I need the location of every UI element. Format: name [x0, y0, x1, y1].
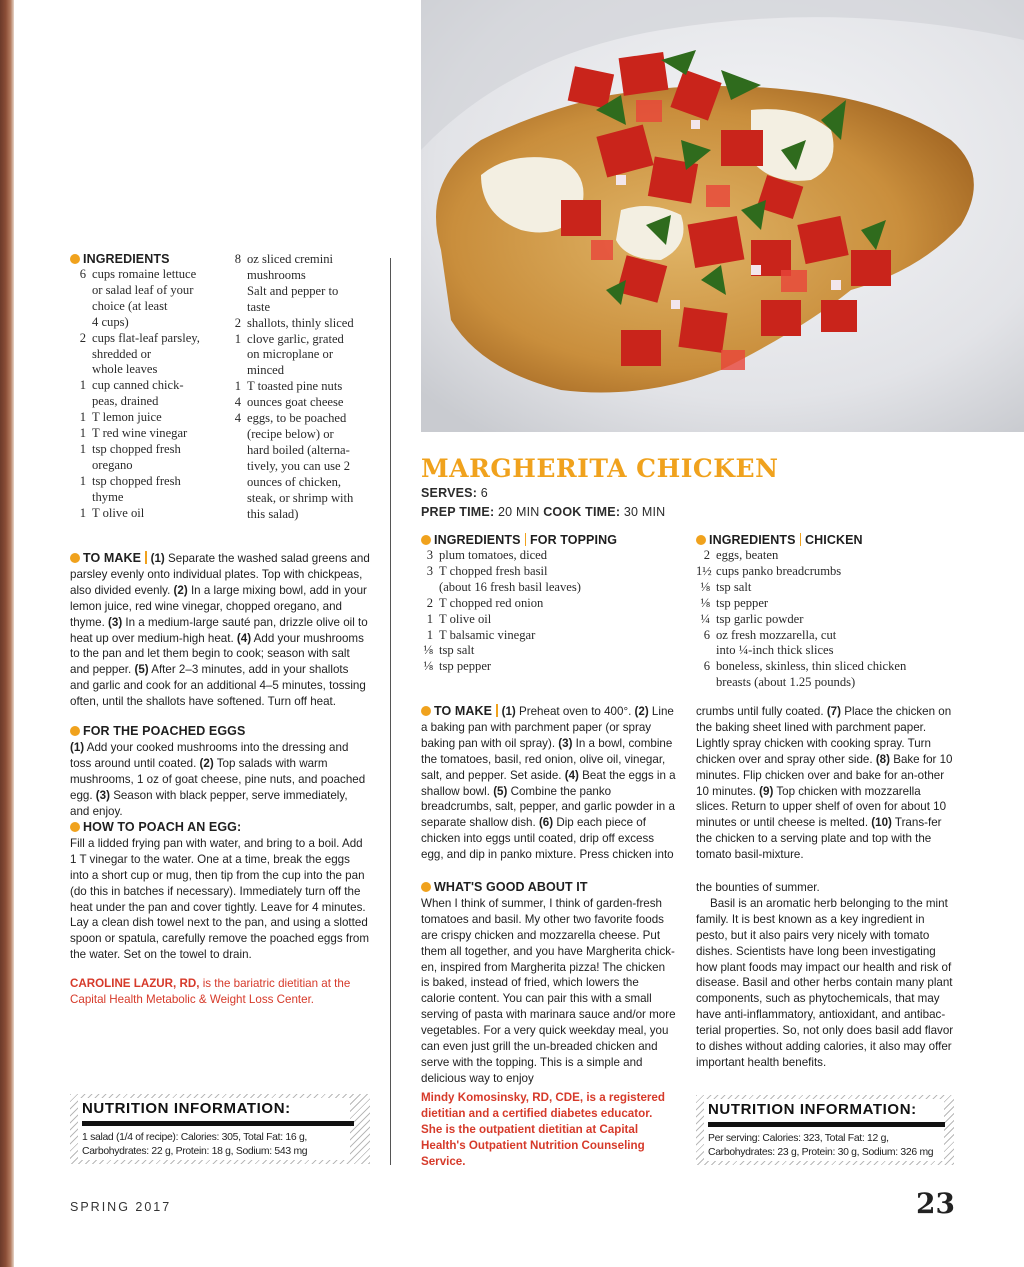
- poached-eggs-text: (1) Add your cooked mushrooms into the dressing and toss around until coated. (2) Top salads with warm mushrooms, 1 oz of goat cheese, pine nuts, and poached egg. (3) Season with black pepper, serve immediately, and enjoy.: [70, 740, 366, 818]
- ingredient-item: [696, 596, 956, 612]
- to-make-heading: TO MAKE: [434, 704, 493, 718]
- bullet-dot-icon: [70, 822, 80, 832]
- ingredient-text: T olive oil: [92, 505, 145, 520]
- ingredient-quantity: 3: [426, 563, 433, 578]
- ingredient-quantity: 4: [234, 411, 241, 426]
- nutrition-rule: [708, 1122, 945, 1127]
- ingredient-text: shallots, thinly sliced: [247, 315, 354, 330]
- ingredient-text: cups romaine lettuce or salad leaf of your choice (at least 4 cups): [92, 267, 197, 329]
- ingredient-quantity: 6: [703, 659, 710, 674]
- page-number: 23: [916, 1187, 955, 1220]
- nutrition-rule: [82, 1121, 354, 1126]
- ingredient-item: [421, 564, 681, 596]
- ingredient-text: cup canned chick- peas, drained: [92, 378, 184, 409]
- ingredient-item: [696, 548, 956, 564]
- to-make-text: (1) Preheat oven to 400°. (2) Line a baking pan with parchment paper (or spray baking pan with oil spray). (3) In a bowl, combine the tomatoes, basil, red onion, olive oil, vinegar, salt, and pepper. Set aside. (4) Beat the eggs in a shallow bowl. (5) Combine the panko breadcrumbs, salt, pepper, and garlic powder in a separate shallow dish. (6) Dip each piece of chicken into eggs until coated, drip off excess egg, and dip in panko mixture. Press chicken into: [421, 705, 676, 862]
- ingredient-quantity: 2: [79, 330, 86, 345]
- chicken-author-bio: Mindy Komosinsky, RD, CDE, is a registered dietitian and a certified diabetes educator. She is the outpatient dietitian at Capital Health's Outpatient Nutrition Counseling Service.: [421, 1091, 665, 1168]
- column-divider: [390, 258, 391, 1165]
- ingredient-quantity: 1: [79, 426, 86, 441]
- ingredient-text: T chopped fresh basil (about 16 fresh basil leaves): [439, 563, 581, 594]
- how-to-poach-text: Fill a lidded frying pan with water, and bring to a boil. Add 1 T vinegar to the water. One at a time, break the eggs into a short cup or mug, then tip from the cup into the pan (do this in batches if necessary). Immediately turn off the heat under the pan and cover tightly. Leave for 4 minutes. Lay a clean dish towel next to the pan, and using a slotted spoon or spatula, carefully remove the poached eggs from the water. Set on the towel to drain.: [70, 836, 370, 962]
- ingredient-quantity: 1: [79, 410, 86, 425]
- ingredient-text: tsp salt: [439, 643, 475, 658]
- ingredient-text: cups flat-leaf parsley, shredded or whole leaves: [92, 330, 200, 377]
- bullet-dot-icon: [70, 726, 80, 736]
- ingredient-text: ounces goat cheese: [247, 395, 344, 410]
- ingredient-item: [421, 612, 681, 628]
- ingredient-item: [421, 596, 681, 612]
- salad-ingredients-col1: [70, 252, 240, 522]
- ingredient-quantity: 3: [426, 548, 433, 562]
- binding-spine: [0, 0, 14, 1267]
- chicken-to-make-col1: [421, 704, 676, 863]
- ingredient-quantity: 1: [79, 441, 86, 456]
- author-name: CAROLINE LAZUR, RD,: [70, 977, 200, 990]
- ingredient-text: tsp pepper: [439, 659, 492, 674]
- issue-label: SPRING 2017: [70, 1200, 172, 1214]
- ingredient-text: boneless, skinless, thin sliced chicken breasts (about 1.25 pounds): [716, 659, 907, 690]
- ingredient-item: [234, 411, 384, 522]
- bullet-dot-icon: [70, 254, 80, 264]
- ingredient-quantity: 4: [234, 395, 241, 410]
- bullet-dot-icon: [421, 882, 431, 892]
- bullet-dot-icon: [70, 553, 80, 563]
- ingredient-item: [70, 474, 240, 506]
- nutrition-text: Per serving: Calories: 323, Total Fat: 12 g, Carbohydrates: 23 g, Protein: 30 g, Sodium: 326 mg: [708, 1133, 934, 1158]
- ingredient-text: oz fresh mozzarella, cut into ¼-inch thick slices: [716, 627, 837, 658]
- ingredient-list: [696, 548, 956, 691]
- ingredient-quantity: 1: [426, 627, 433, 642]
- ingredient-text: eggs, to be poached (recipe below) or hard boiled (alterna- tively, you can use 2 ounces of chicken, steak, or shrimp with this salad): [247, 411, 354, 521]
- ingredient-quantity: 1: [426, 611, 433, 626]
- ingredient-quantity: 6: [703, 627, 710, 642]
- salad-nutrition-box: [70, 1094, 370, 1164]
- ingredient-quantity: ⅛: [700, 579, 710, 594]
- ingredient-item: [70, 506, 240, 522]
- ingredient-quantity: 1: [79, 473, 86, 488]
- ingredient-list: [234, 252, 384, 522]
- salad-author-bio: [70, 976, 370, 1008]
- serves-line: SERVES: 6: [421, 486, 488, 500]
- ingredient-quantity: [234, 284, 247, 316]
- ingredient-text: cups panko breadcrumbs: [716, 563, 842, 578]
- salad-to-make: [70, 551, 370, 710]
- ingredient-text: tsp chopped fresh thyme: [92, 473, 181, 504]
- ingredient-item: [234, 379, 384, 395]
- whats-good-col1: [421, 880, 676, 1087]
- topping-ingredients: [421, 533, 681, 675]
- whats-good-heading: WHAT'S GOOD ABOUT IT: [421, 880, 676, 896]
- to-make-text-continued: crumbs until fully coated. (7) Place the chicken on the baking sheet lined with parchment paper. Lightly spray chicken with cooking spray. Turn chicken over and spray other side. (8) Bake for 10 minutes. Flip chicken over and bake for an-other 10 minutes. (9) Top chicken with mozzarella slices. Return to upper shelf of oven for about 10 minutes or until cheese is melted. (10) Trans-fer the chicken to a serving plate and top with the tomato basil-mixture.: [696, 705, 953, 862]
- whats-good-col2: [696, 880, 956, 1071]
- ingredient-quantity: 1: [234, 379, 241, 394]
- ingredient-quantity: ⅛: [700, 595, 710, 610]
- ingredient-text: T red wine vinegar: [92, 426, 188, 441]
- ingredient-item: [696, 580, 956, 596]
- ingredient-text: eggs, beaten: [716, 548, 779, 562]
- ingredient-item: [234, 284, 384, 316]
- margherita-chicken-photo: [421, 0, 1024, 432]
- ingredient-quantity: 1½: [696, 563, 712, 578]
- ingredient-item: [70, 442, 240, 474]
- ingredient-item: [696, 564, 956, 580]
- ingredient-item: [70, 267, 240, 331]
- ingredient-item: [421, 628, 681, 644]
- how-to-poach-heading: HOW TO POACH AN EGG:: [70, 820, 370, 836]
- ingredient-item: [696, 628, 956, 660]
- ingredient-quantity: 2: [426, 595, 433, 610]
- bullet-dot-icon: [421, 535, 431, 545]
- ingredient-text: oz sliced cremini mushrooms: [247, 252, 334, 282]
- whats-good-text-continued: the bounties of summer.: [696, 881, 820, 894]
- ingredient-item: [421, 643, 681, 659]
- recipe-title: MARGHERITA CHICKEN: [421, 454, 779, 483]
- ingredient-quantity: 1: [234, 331, 241, 346]
- poached-eggs-heading: FOR THE POACHED EGGS: [70, 724, 370, 740]
- chicken-heading: INGREDIENTS CHICKEN: [696, 533, 956, 547]
- ingredient-item: [421, 548, 681, 564]
- whats-good-text: When I think of summer, I think of garden-fresh tomatoes and basil. My other two favorite foods are crispy chicken and mozzarella cheese. Put them all together, and you have Margherita chick-en, inspired from Margherita pizza! The chicken is baked, instead of fried, which lowers the calorie content. You can pair this with a small serving of pasta with marinara sauce and/or more vegetables. For a very quick weekday meal, you can even just grill the un-breaded chicken and serve with the topping. This is a simple and delicious way to enjoy: [421, 896, 676, 1085]
- ingredient-list: [70, 267, 240, 522]
- ingredient-quantity: ¼: [700, 611, 710, 626]
- ingredient-text: T olive oil: [439, 611, 492, 626]
- ingredient-item: [234, 252, 384, 284]
- bullet-dot-icon: [696, 535, 706, 545]
- salad-ingredients-col2: [234, 252, 384, 522]
- ingredient-item: [70, 378, 240, 410]
- topping-heading: INGREDIENTS FOR TOPPING: [421, 533, 681, 547]
- ingredient-item: [421, 659, 681, 675]
- ingredient-item: [234, 316, 384, 332]
- chicken-ingredients: [696, 533, 956, 691]
- ingredient-quantity: 8: [234, 252, 241, 266]
- ingredient-item: [70, 331, 240, 379]
- ingredient-quantity: 1: [79, 505, 86, 520]
- basil-paragraph: Basil is an aromatic herb belonging to the mint family. It is best known as a key ingredient in pesto, but it also pairs very nicely with tomato dishes. Scientists have long been investigating how plant foods may impact our health and risk of disease. Basil and other herbs contain many plant components, such as phytochemicals, that may have anti-inflammatory, antioxidant, and antibac-terial properties. So, not only does basil add flavor to dishes without adding calories, it also may offer important health benefits.: [696, 896, 954, 1069]
- ingredient-item: [696, 612, 956, 628]
- chicken-to-make-col2: [696, 704, 956, 863]
- ingredient-list: [421, 548, 681, 675]
- ingredient-item: [234, 332, 384, 380]
- ingredient-item: [696, 659, 956, 691]
- to-make-heading: TO MAKE: [83, 551, 142, 565]
- how-to-poach-section: [70, 820, 370, 963]
- author-bio-text: is the bariatric dietitian at the Capital Health Metabolic & Weight Loss Center.: [70, 977, 351, 1006]
- ingredient-text: T lemon juice: [92, 410, 162, 425]
- ingredient-text: T chopped red onion: [439, 595, 544, 610]
- poached-eggs-section: [70, 724, 370, 819]
- ingredient-text: plum tomatoes, diced: [439, 548, 548, 562]
- ingredient-text: T balsamic vinegar: [439, 627, 536, 642]
- ingredient-quantity: 1: [79, 378, 86, 393]
- ingredient-text: tsp pepper: [716, 595, 769, 610]
- chicken-nutrition-box: [696, 1095, 954, 1165]
- nutrition-title: NUTRITION INFORMATION:: [82, 1100, 291, 1117]
- time-line: PREP TIME: 20 MIN COOK TIME: 30 MIN: [421, 505, 666, 519]
- ingredient-item: [234, 395, 384, 411]
- bullet-dot-icon: [421, 706, 431, 716]
- ingredient-item: [70, 426, 240, 442]
- to-make-text: (1) Separate the washed salad greens and parsley evenly onto individual plates. Top with chickpeas, also divided evenly. (2) In a large mixing bowl, add in your lemon juice, red wine vinegar, chopped oregano, and thyme. (3) In a medium-large sauté pan, drizzle olive oil to heat up over medium-high heat. (4) Add your mushrooms to the pan and let them begin to cook; season with salt and pepper. (5) After 2–3 minutes, add in your shallots and garlic and cook for an additional 4–5 minutes, tossing often, until the shallots have softened. Turn off heat.: [70, 552, 370, 709]
- nutrition-text: 1 salad (1/4 of recipe): Calories: 305, Total Fat: 16 g, Carbohydrates: 22 g, Protein: 18 g, Sodium: 543 mg: [82, 1132, 308, 1157]
- ingredient-quantity: 2: [234, 315, 241, 330]
- ingredients-heading: INGREDIENTS: [70, 252, 240, 266]
- nutrition-title: NUTRITION INFORMATION:: [708, 1101, 917, 1118]
- ingredient-text: Salt and pepper to taste: [247, 283, 339, 314]
- ingredient-text: tsp salt: [716, 579, 752, 594]
- heading-divider: [145, 551, 147, 564]
- ingredient-quantity: 2: [703, 548, 710, 562]
- ingredient-text: tsp chopped fresh oregano: [92, 441, 181, 472]
- ingredient-quantity: ⅛: [423, 659, 433, 674]
- ingredient-text: tsp garlic powder: [716, 611, 804, 626]
- ingredient-quantity: 6: [79, 267, 86, 281]
- ingredient-text: clove garlic, grated on microplane or minced: [247, 331, 344, 378]
- ingredient-text: T toasted pine nuts: [247, 379, 343, 394]
- ingredient-item: [70, 410, 240, 426]
- ingredient-quantity: ⅛: [423, 643, 433, 658]
